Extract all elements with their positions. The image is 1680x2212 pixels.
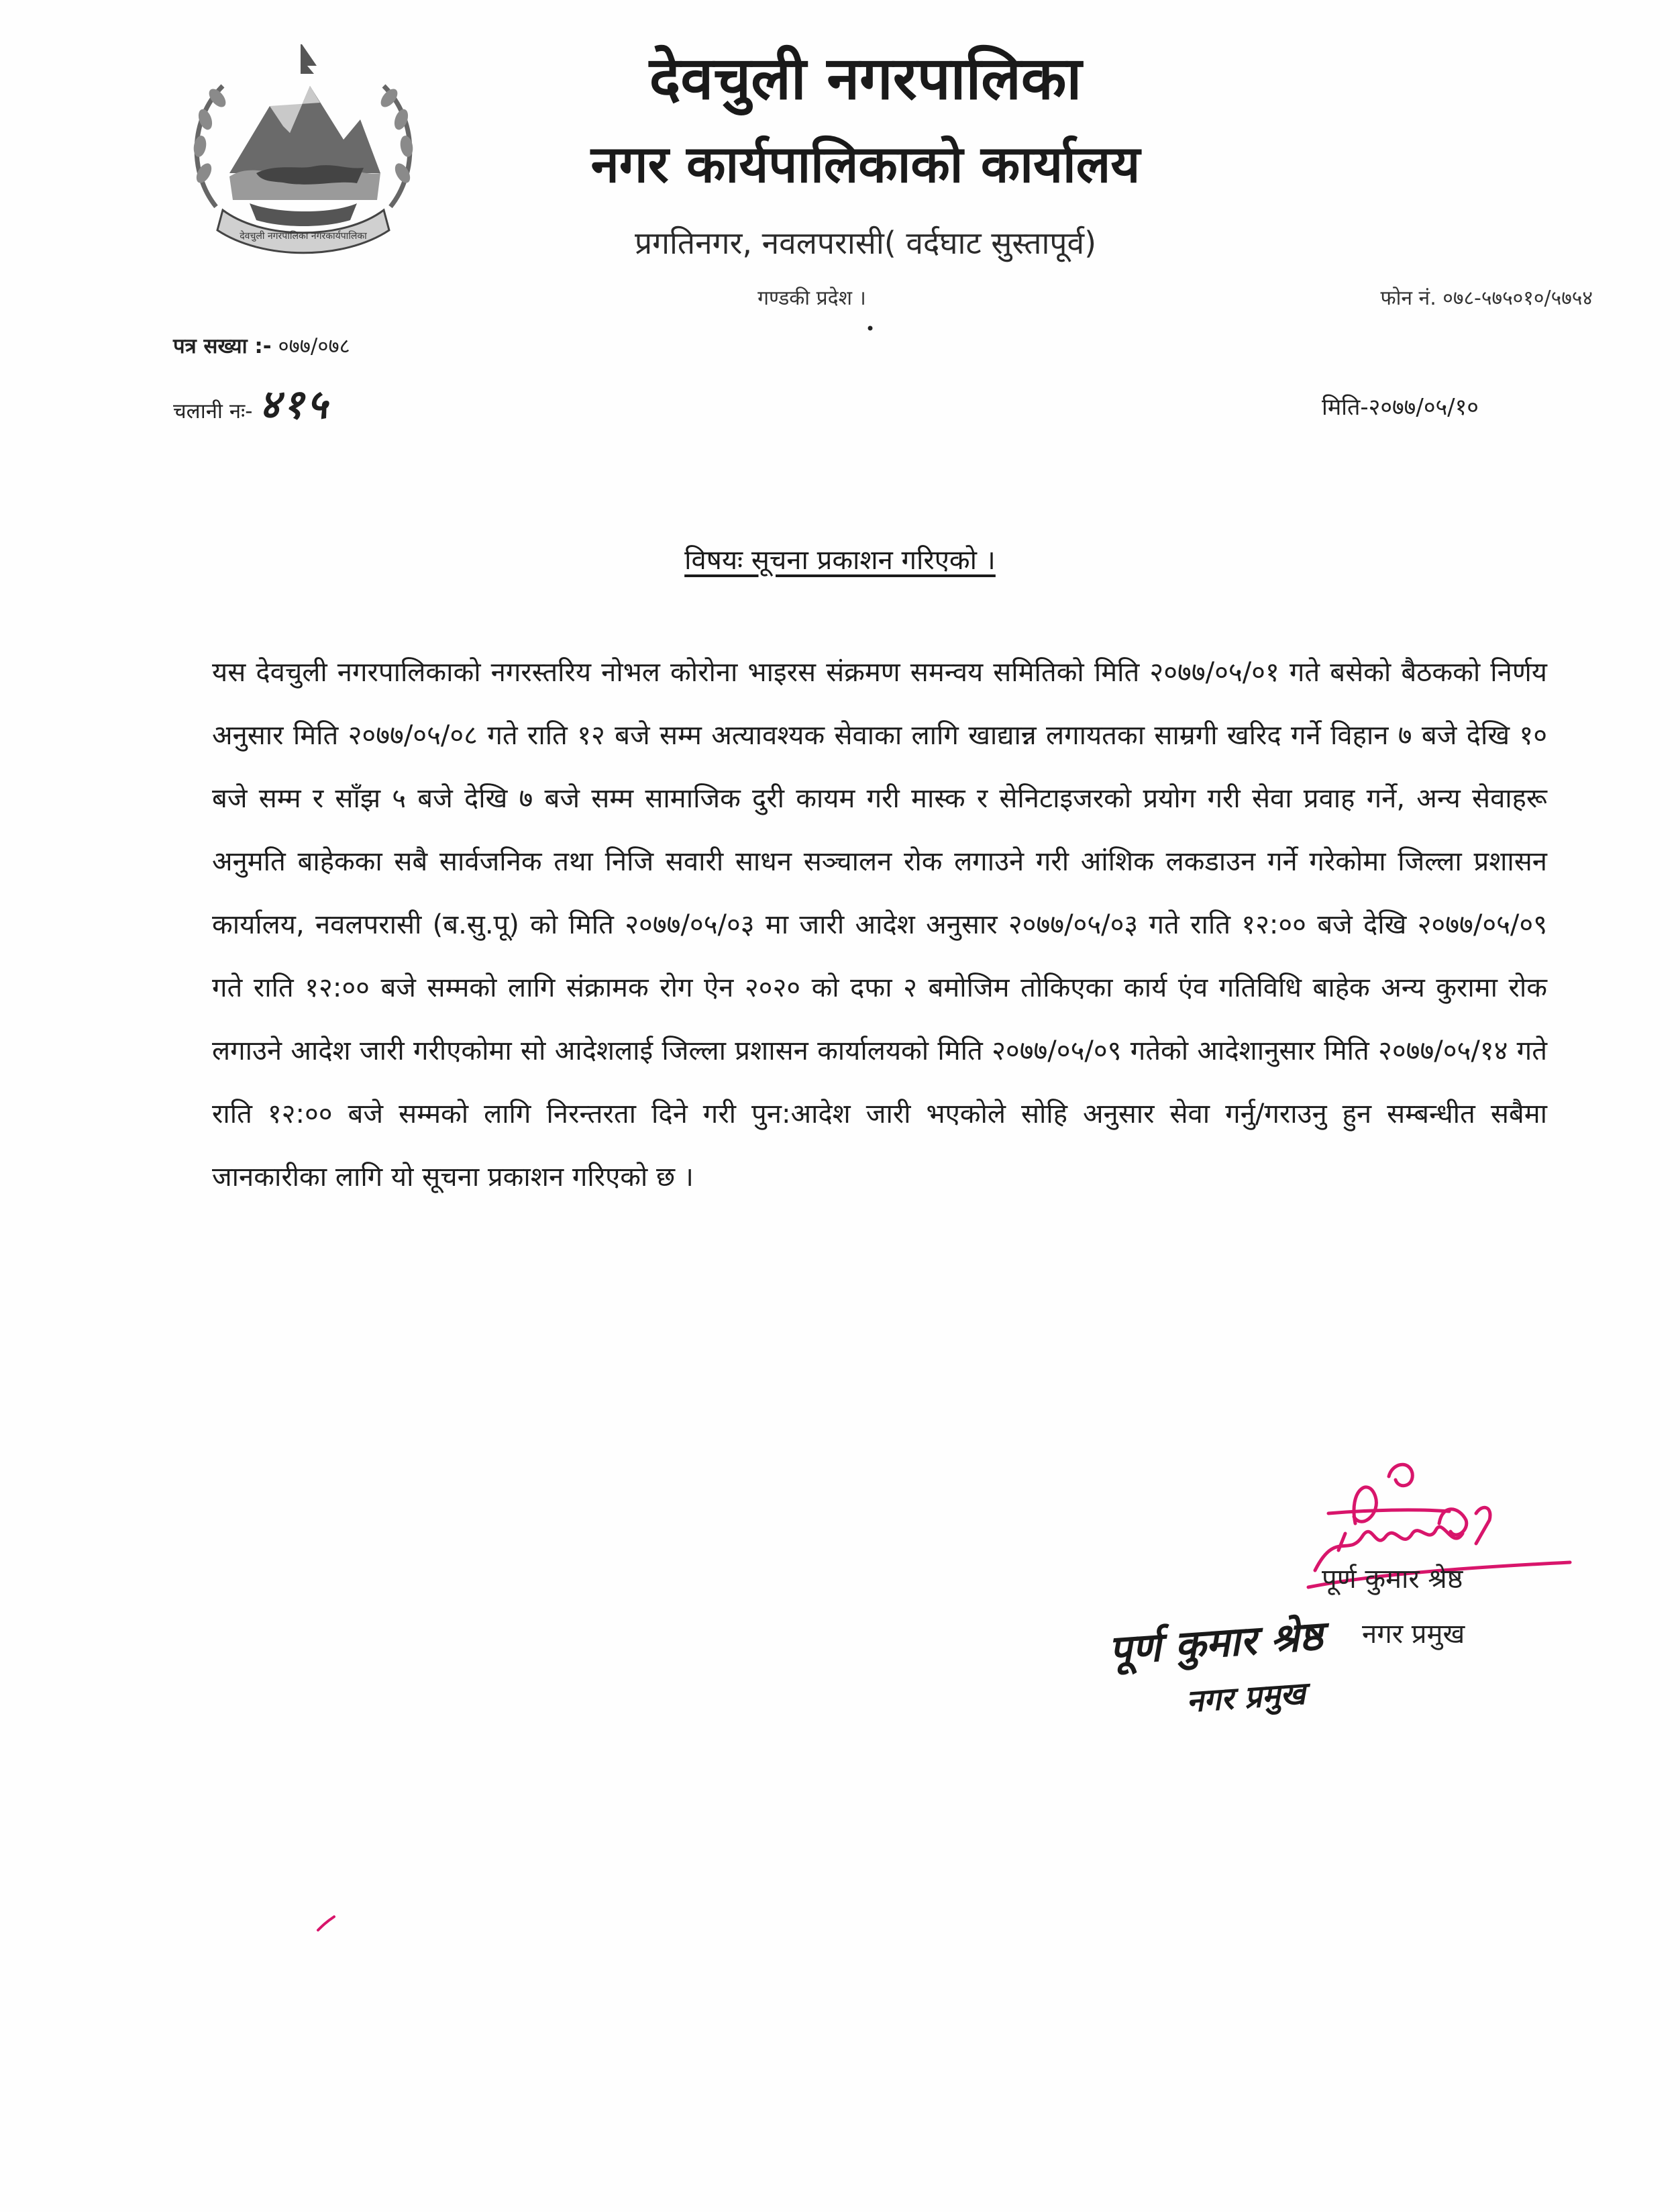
- office-name: नगर कार्यपालिकाको कार्यालय: [590, 134, 1141, 194]
- letter-number-value: ०७७/०७८: [278, 334, 350, 358]
- notice-body: यस देवचुली नगरपालिकाको नगरस्तरिय नोभल कोरोना भाइरस संक्रमण समन्वय समितिको मिति २०७७/०५/०१ गते बसेको बैठकको निर्णय अनुसार मिति २०७७/०५/०८ गते राति १२ बजे सम्म अत्यावश्यक सेवाका लागि खाद्यान्न लगायतका साम्रगी खरिद गर्ने विहान ७ बजे देखि १० बजे सम्म र साँझ ५ बजे देखि ७ बजे सम्म सामाजिक दुरी कायम गरी मास्क र सेनिटाइजरको प्रयोग गरी सेवा प्रवाह गर्ने, अन्य सेवाहरू अनुमति बाहेकका सबै सार्वजनिक तथा निजि सवारी साधन सञ्चालन रोक लगाउने गरी आंशिक लकडाउन गर्ने गरेकोमा जिल्ला प्रशासन कार्यालय, नवलपरासी (ब.सु.पू) को मिति २०७७/०५/०३ मा जारी आदेश अनुसार २०७७/०५/०३ गते राति १२:०० बजे देखि २०७७/०५/०९ गते राति १२:०० बजे सम्मको लागि संक्रामक रोग ऐन २०२० को दफा २ बमोजिम तोकिएका कार्य एंव गतिविधि बाहेक अन्य कुरामा रोक लगाउने आदेश जारी गरीएकोमा सो आदेशलाई जिल्ला प्रशासन कार्यालयको मिति २०७७/०५/०९ गतेको आदेशानुसार मिति २०७७/०५/१४ गते राति १२:०० बजे सम्मको लागि निरन्तरता दिने गरी पुन:आदेश जारी भएकोले सोहि अनुसार सेवा गर्नु/गराउनु हुन सम्बन्धीत सबैमा जानकारीका लागि यो सूचना प्रकाशन गरिएको छ ।: [212, 657, 1547, 1193]
- org-name: देवचुली नगरपालिका: [649, 44, 1082, 113]
- letter-number: [173, 326, 350, 366]
- office-address: प्रगतिनगर, नवलपरासी( वर्दघाट सुस्तापूर्व): [634, 225, 1097, 261]
- name-stamp: [1107, 1598, 1490, 1745]
- dispatch-number-value: ४१५: [259, 381, 330, 428]
- subject-line: [0, 537, 1680, 584]
- emblem-banner-text: देवचुली नगरपालिका नगरकार्यपालिका: [240, 231, 367, 242]
- dispatch-number-label: चलानी नः-: [173, 399, 253, 423]
- stamp-title: नगर प्रमुख: [1185, 1674, 1307, 1719]
- stamp-name: पूर्ण कुमार श्रेष्ठ: [1107, 1612, 1324, 1674]
- subject-text: विषयः सूचना प्रकाशन गरिएको ।: [684, 545, 996, 576]
- nepal-emblem-icon: [176, 39, 431, 260]
- signatory-name: पूर्ण कुमार श्रेष्ठ: [1322, 1564, 1463, 1595]
- province-label: गण्डकी प्रदेश ।: [757, 287, 866, 310]
- dispatch-number: [173, 381, 330, 435]
- letter-number-label: पत्र सख्या :-: [173, 334, 272, 358]
- phone-number: फोन नं. ०७८-५७५०१०/५७५४: [1380, 287, 1593, 310]
- stray-ink-mark: [315, 1913, 342, 1933]
- stray-dot: [868, 325, 873, 331]
- letter-date: मिति-२०७७/०५/१०: [1322, 394, 1479, 421]
- signatory-title: नगर प्रमुख: [1362, 1619, 1465, 1650]
